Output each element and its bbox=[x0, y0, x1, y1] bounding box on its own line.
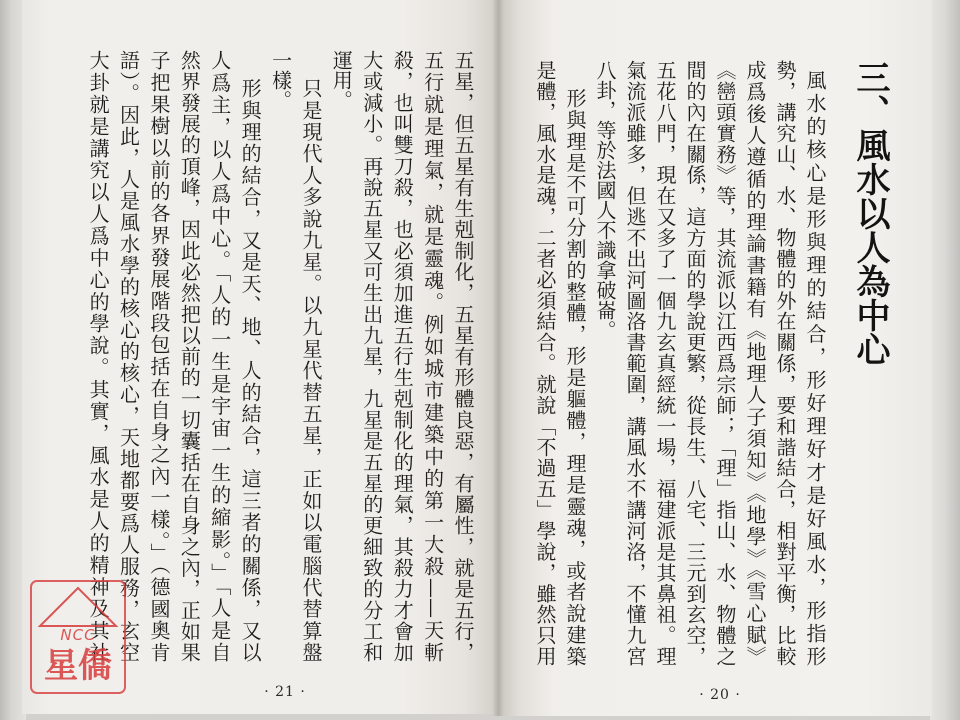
text-column: 大或減小。再說五星又可生出九星，九星是五星的更細致的分工和 bbox=[359, 50, 384, 662]
text-column: 八卦，等於法國人不識拿破崙。 bbox=[593, 60, 617, 340]
text-column: 五行就是理氣，就是靈魂。例如城市建築中的第一大殺——天斬 bbox=[420, 50, 445, 662]
page-number: · 20 · bbox=[699, 687, 741, 703]
text-column: 是體，風水是魂，二者必須結合。就說「不過五」學說，雖然只用 bbox=[533, 60, 557, 666]
text-column: 成爲後人遵循的理論書籍有《地理人子須知》《地學》《雪心賦》 bbox=[743, 60, 767, 666]
text-column: 子把果樹以前的各界發展階段包括在自身之內一樣。」（德國奧肯 bbox=[146, 50, 171, 662]
text-column: 五星，但五星有生剋制化，五星有形體良惡，有屬性，就是五行， bbox=[451, 50, 475, 662]
text-column: 大卦就是講究以人爲中心的學說。其實，風水是人的精神及其社 bbox=[86, 50, 111, 662]
text-column: 勢，講究山、水、物體的外在關係，要和諧結合，相對平衡，比較 bbox=[773, 60, 797, 666]
right-page-text bbox=[530, 60, 895, 666]
text-column: 殺，也叫雙刀殺，也必須加進五行生剋制化的理氣，其殺力才會加 bbox=[390, 50, 415, 662]
watermark-logo bbox=[30, 580, 126, 694]
text-column: 語）。因此，人是風水學的核心的核心，天地都要爲人服務，玄空 bbox=[116, 50, 141, 662]
text-column: 風水的核心是形與理的結合，形好理好才是好風水，形指形 bbox=[803, 70, 827, 666]
text-column: 《巒頭實務》等，其流派以江西爲宗師；「理」指山、水、物體之 bbox=[713, 60, 737, 666]
text-column: 一樣。 bbox=[268, 50, 293, 110]
watermark-logo-text: NCC bbox=[60, 626, 96, 644]
text-column: 五花八門，現在又多了一個九玄真經統一場，福建派是其鼻祖。理 bbox=[653, 60, 677, 666]
text-column: 人爲主，以人爲中心。「人的一生是宇宙一生的縮影。」「人是自 bbox=[207, 50, 232, 662]
watermark-logo-name: 星僑 bbox=[44, 646, 112, 686]
page-number: · 21 · bbox=[264, 684, 306, 700]
text-column: 形與理是不可分割的整體，形是軀體，理是靈魂，或者說建築 bbox=[563, 88, 587, 666]
text-column: 運用。 bbox=[329, 50, 354, 110]
left-page-text bbox=[83, 50, 478, 662]
text-column: 間的內在關係，這方面的學說更繁，從長生、八宅、三元到玄空， bbox=[683, 60, 707, 666]
text-column: 然界發展的頂峰，因此必然把以前的一切囊括在自身之內，正如果 bbox=[177, 50, 202, 662]
page-stack-edge-right bbox=[930, 0, 960, 720]
text-column: 形與理的結合，又是天、地、人的結合，這三者的關係，又以 bbox=[238, 78, 263, 662]
chapter-title: 三、風水以人為中心 bbox=[850, 60, 890, 366]
book-spine-gutter bbox=[492, 0, 504, 716]
text-column: 只是現代人多說九星。以九星代替五星，正如以電腦代替算盤 bbox=[298, 78, 323, 662]
text-column: 氣流派雖多，但逃不出河圖洛書範圍，講風水不講河洛，不懂九宮 bbox=[623, 60, 647, 666]
